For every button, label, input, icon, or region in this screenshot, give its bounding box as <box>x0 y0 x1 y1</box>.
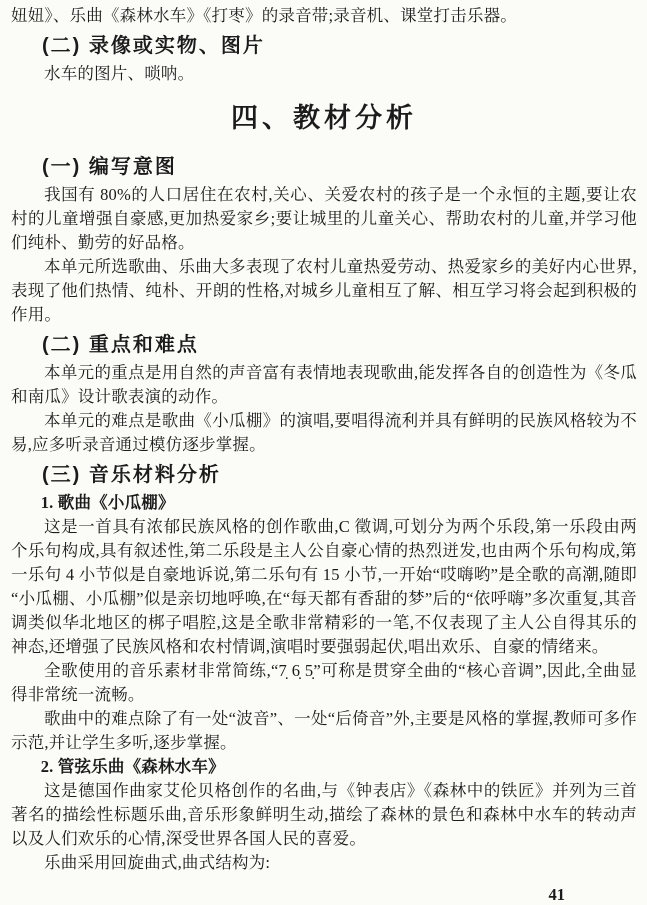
paragraph-rural-population: 我国有 80%的人口居住在农村,关心、关爱农村的孩子是一个永恒的主题,要让农村的儿童增强自豪感,更加热爱家乡;要让城里的儿童关心、帮助农村的儿童,并学习他们纯朴、勤劳的好品格。 <box>11 185 637 252</box>
list-item-orchestral-forest-waterwheel: 2. 管弦乐曲《森林水车》 <box>40 757 225 776</box>
paragraph-unit-song-selection: 本单元所选歌曲、乐曲大多表现了农村儿童热爱劳动、热爱家乡的美好内心世界,表现了他们热情、纯朴、开朗的性格,对城乡儿童相互了解、相互学习将会起到积极的作用。 <box>11 257 637 324</box>
paragraph-waterwheel-pictures: 水车的图片、唢呐。 <box>44 64 195 83</box>
body-continuation-line: 妞妞》、乐曲《森林水车》《打枣》的录音带;录音机、课堂打击乐器。 <box>11 6 517 25</box>
page-number: 41 <box>548 885 565 904</box>
paragraph-song-difficulties: 歌曲中的难点除了有一处“波音”、一处“后倚音”外,主要是风格的掌握,教师可多作示范,并让学生多听,逐步掌握。 <box>11 709 637 752</box>
section-heading-music-material-analysis: (三) 音乐材料分析 <box>42 464 221 486</box>
paragraph-forest-waterwheel-intro: 这是德国作曲家艾伦贝格创作的名曲,与《钟表店》《森林中的铁匠》并列为三首著名的描绘性标题乐曲,音乐形象鲜明生动,描绘了森林的景色和森林中水车的转动声以及人们欢乐的心情,深受世界各国人民的喜爱。 <box>11 781 637 848</box>
section-heading-recordings-and-pictures: (二) 录像或实物、图片 <box>42 35 265 57</box>
list-item-song-xiaoguapeng: 1. 歌曲《小瓜棚》 <box>40 493 175 512</box>
section-heading-key-and-difficult-points: (二) 重点和难点 <box>42 334 199 356</box>
paragraph-rondo-form-lead-in: 乐曲采用回旋曲式,曲式结构为: <box>44 853 271 872</box>
paragraph-xiaoguapeng-analysis: 这是一首具有浓郁民族风格的创作歌曲,C 徵调,可划分为两个乐段,第一乐段由两个乐句构成,具有叙述性,第二乐段是主人公自豪心情的热烈迸发,也由两个乐句构成,第一乐句 4 小节似是自豪地诉说,第二乐句有 15 小节,一开始“哎嗨哟”是全歌的高潮,随即“小瓜棚、小瓜棚”似是亲切地呼唤,在“每天都有香甜的梦”后的“依呼嗨”多次重复,其音调类似华北地区的梆子唱腔,这是全歌非常精彩的一笔,不仅表现了主人公自得其乐的神态,还增强了民族风格和农村情调,演唱时要强弱起伏,唱出欢乐、自豪的情绪来。 <box>11 517 637 656</box>
paragraph-unit-difficult-point: 本单元的难点是歌曲《小瓜棚》的演唱,要唱得流利并具有鲜明的民族风格较为不易,应多听录音通过模仿逐步掌握。 <box>11 411 637 454</box>
paragraph-core-tone-765: 全歌使用的音乐素材非常简练,“7̣ 6̣ 5̣”可称是贯穿全曲的“核心音调”,因此,全曲显得非常统一流畅。 <box>11 661 637 704</box>
paragraph-unit-key-point: 本单元的重点是用自然的声音富有表情地表现歌曲,能发挥各自的创造性为《冬瓜和南瓜》设计歌表演的动作。 <box>11 363 637 406</box>
section-heading-writing-intent: (一) 编写意图 <box>42 156 177 178</box>
chapter-title-teaching-material-analysis: 四、教材分析 <box>231 103 417 133</box>
